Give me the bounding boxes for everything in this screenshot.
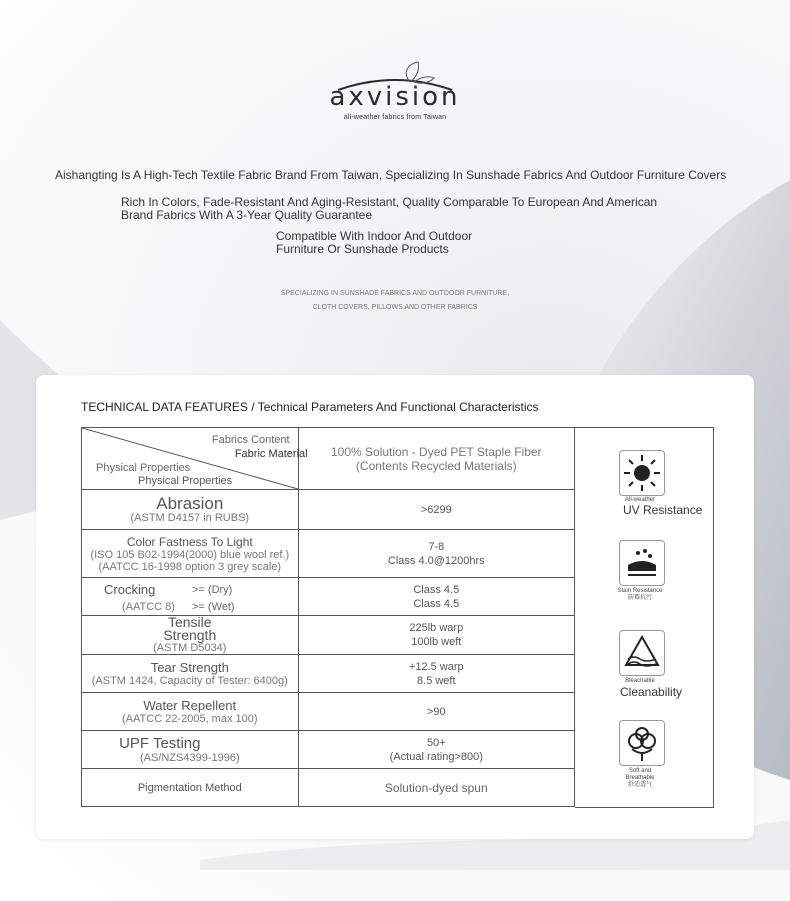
- row-standard-2: (AATCC 16-1998 option 3 grey scale): [98, 560, 282, 573]
- sun-icon: [619, 450, 665, 496]
- row-value: >90: [298, 693, 574, 731]
- header-value-cell: [298, 428, 574, 490]
- header-diagonal-cell: [82, 428, 308, 490]
- row-value-2: 8.5 weft: [417, 674, 456, 687]
- table-row: [82, 655, 575, 693]
- intro-small-line-2: CLOTH COVERS, PILLOWS AND OTHER FABRICS: [312, 304, 478, 311]
- intro-small-line-1: SPECIALIZING IN SUNSHADE FABRICS AND OUTDOOR FURNITURE,: [280, 290, 510, 297]
- feature-caption-3: 舒适透气: [627, 782, 652, 788]
- row-value: >6299: [298, 490, 574, 530]
- brand-logo: [0, 60, 790, 121]
- row-standard: (AATCC 22-2005, max 100): [122, 713, 258, 725]
- row-value-2: Class 4.5: [413, 597, 460, 610]
- row-value: Solution-dyed spun: [298, 769, 574, 807]
- table-row: [82, 530, 575, 578]
- intro-line-1: Aishangting Is A High-Tech Textile Fabric Brand From Taiwan, Specializing In Sunshade Fabrics And Outdoor Furniture Covers: [55, 168, 727, 182]
- spec-table: [81, 427, 575, 807]
- intro-small-text: [245, 287, 545, 315]
- header-fabrics-content: Fabrics Content: [211, 434, 290, 446]
- row-standard: (ASTM 1424, Capacity of Tester: 6400g): [91, 675, 288, 687]
- row-value: 225lb warp: [409, 622, 464, 634]
- feature-caption: [605, 588, 675, 602]
- feature-label-cleanability: Cleanability: [620, 685, 683, 699]
- row-name: Pigmentation Method: [82, 769, 299, 807]
- row-value: Class 4.5: [413, 583, 460, 596]
- feature-caption-1: Stain Resistance: [617, 588, 663, 594]
- row-name-2: Strength: [163, 627, 217, 643]
- feature-caption: [605, 768, 675, 789]
- row-value-2: (Actual rating>800): [389, 750, 483, 763]
- feature-caption-2: 防霉抗污: [627, 595, 652, 601]
- row-standard: (AATCC 8): [122, 600, 175, 613]
- feature-caption-2: Breathable: [625, 775, 655, 781]
- header-value-line-2: (Contents Recycled Materials): [355, 458, 517, 473]
- row-standard: (ASTM D5034): [153, 642, 227, 654]
- row-wet: >= (Wet): [192, 600, 235, 613]
- row-name: Water Repellent: [143, 698, 237, 713]
- feature-caption: Bleachable: [625, 678, 655, 684]
- features-column: [575, 427, 714, 808]
- table-row: [82, 731, 575, 769]
- cotton-icon: [619, 720, 665, 766]
- intro-line-3b: Furniture Or Sunshade Products: [276, 242, 449, 256]
- row-value: +12.5 warp: [408, 660, 464, 673]
- table-row: [82, 769, 575, 807]
- row-name: Crocking: [104, 581, 156, 597]
- intro-line-2: [121, 196, 657, 222]
- bleachable-icon: [619, 630, 665, 676]
- intro-line-3a: Compatible With Indoor And Outdoor: [276, 229, 473, 243]
- feature-caption: All-weather: [624, 497, 655, 503]
- row-value-2: 100lb weft: [411, 636, 462, 648]
- table-row: [82, 490, 575, 530]
- feature-label-uv: UV Resistance: [623, 503, 703, 517]
- row-name: Color Fastness To Light: [126, 534, 253, 549]
- row-value: 7-8: [428, 540, 445, 553]
- table-row: [82, 616, 575, 655]
- table-row: [82, 693, 575, 731]
- row-name: Tear Strength: [150, 660, 229, 675]
- header-fabric-material: Fabric Material: [234, 448, 308, 460]
- intro-line-3: [276, 230, 472, 256]
- table-header-row: [82, 428, 575, 490]
- leaf-arc-icon: [330, 60, 460, 100]
- row-value: 50+: [426, 736, 446, 749]
- row-standard: (AS/NZS4399-1996): [139, 752, 240, 764]
- table-row: [82, 578, 575, 616]
- header-physical-properties-2: Physical Properties: [138, 475, 233, 487]
- header-physical-properties-1: Physical Properties: [96, 462, 191, 474]
- brand-tagline: all-weather fabrics from Taiwan: [343, 114, 447, 121]
- card-title: TECHNICAL DATA FEATURES / Technical Parameters And Functional Characteristics: [81, 400, 539, 414]
- row-name: Tensile: [167, 614, 212, 630]
- row-dry: >= (Dry): [192, 583, 233, 596]
- intro-line-2a: Rich In Colors, Fade-Resistant And Aging-Resistant, Quality Comparable To European And American: [121, 195, 658, 209]
- brand-wordmark: axvision: [329, 82, 461, 112]
- intro-line-2b: Brand Fabrics With A 3-Year Quality Guarantee: [121, 208, 373, 222]
- header-value-line-1: 100% Solution - Dyed PET Staple Fiber: [331, 444, 542, 459]
- stain-resistance-icon: [619, 540, 665, 586]
- row-standard: (ASTM D4157 in RUBS): [130, 511, 250, 524]
- row-standard: (ISO 105 B02-1994(2000) blue wool ref.): [90, 548, 290, 561]
- row-value-2: Class 4.0@1200hrs: [387, 554, 485, 567]
- row-name: UPF Testing: [119, 735, 201, 752]
- feature-caption-1: Soft and: [628, 768, 652, 774]
- row-name: Abrasion: [156, 493, 224, 513]
